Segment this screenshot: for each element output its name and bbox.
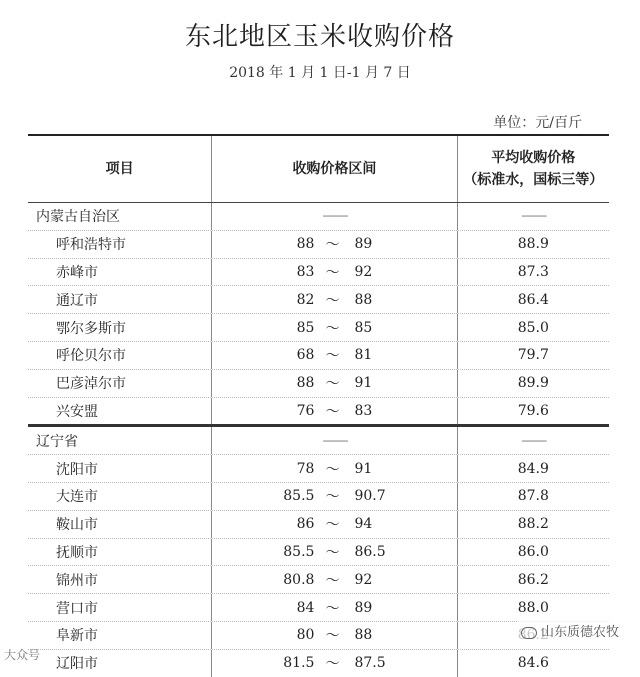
price-high: 81 — [354, 347, 373, 364]
average-price-cell: 88.9 — [517, 236, 549, 253]
price-range-cell — [211, 342, 457, 369]
price-high: 85 — [354, 319, 373, 336]
table-row — [28, 649, 609, 677]
price-range-cell — [211, 566, 457, 593]
table-header — [28, 136, 609, 203]
price-range-cell — [211, 455, 457, 482]
price-range-cell — [211, 286, 457, 313]
price-range-cell — [211, 427, 457, 454]
range-separator: ～ — [325, 348, 340, 365]
average-price-cell: 87.8 — [517, 488, 549, 505]
average-price-cell: 86.4 — [517, 291, 549, 308]
row-name: 呼和浩特市 — [56, 237, 126, 254]
row-name: 辽阳市 — [56, 656, 98, 673]
average-price-cell: 88.2 — [517, 516, 549, 533]
table-row — [28, 538, 609, 566]
price-low: 78 — [296, 460, 315, 477]
average-price-cell: 79.6 — [517, 402, 549, 419]
price-low: 76 — [296, 402, 315, 419]
price-low: 85 — [296, 319, 315, 336]
price-range-cell — [211, 203, 457, 230]
row-name: 通辽市 — [56, 292, 98, 309]
table-row — [28, 397, 609, 425]
price-range-cell — [211, 259, 457, 286]
range-separator: ～ — [325, 517, 340, 534]
header-average-price: 平均收购价格 （标准水，国标三等） — [463, 150, 604, 188]
row-name: 兴安盟 — [56, 403, 98, 420]
row-name: 沈阳市 — [56, 461, 98, 478]
region-row — [28, 424, 609, 454]
range-separator: ～ — [325, 292, 340, 309]
document-title: 东北地区玉米收购价格 — [184, 22, 455, 52]
table-row — [28, 593, 609, 621]
price-range-cell — [211, 231, 457, 258]
range-separator: ～ — [325, 544, 340, 561]
row-name: 内蒙古自治区 — [36, 209, 120, 226]
price-high: 88 — [354, 627, 373, 644]
row-name: 呼伦贝尔市 — [56, 348, 126, 365]
average-price-cell: 79.7 — [517, 347, 549, 364]
avg-placeholder: —— — [521, 208, 546, 225]
avg-placeholder: —— — [521, 432, 546, 449]
price-high: 90.7 — [354, 488, 386, 505]
range-separator: ～ — [325, 237, 340, 254]
row-name: 鞍山市 — [56, 517, 98, 534]
price-high: 83 — [354, 402, 373, 419]
table-body — [28, 203, 609, 677]
price-range-cell — [211, 483, 457, 510]
row-name: 阜新市 — [56, 628, 98, 645]
price-range-cell — [211, 622, 457, 649]
price-high: 91 — [354, 375, 373, 392]
table-row — [28, 258, 609, 286]
watermark — [518, 620, 622, 641]
row-name: 辽宁省 — [36, 433, 78, 450]
table-row — [28, 230, 609, 258]
price-low: 85.5 — [283, 543, 315, 560]
price-low: 88 — [296, 236, 315, 253]
price-low: 80.8 — [283, 571, 315, 588]
price-high: 89 — [354, 599, 373, 616]
table-row — [28, 510, 609, 538]
table-row — [28, 341, 609, 369]
price-high: 94 — [354, 516, 373, 533]
price-low: 68 — [296, 347, 315, 364]
price-high: 92 — [354, 571, 373, 588]
header-item: 项目 — [105, 161, 134, 177]
price-high: 91 — [354, 460, 373, 477]
watermark-text: 山东质德农牧 — [540, 625, 619, 640]
range-placeholder: —— — [322, 432, 347, 449]
price-low: 88 — [296, 375, 315, 392]
range-separator: ～ — [325, 376, 340, 393]
price-high: 89 — [354, 236, 373, 253]
price-table — [28, 134, 609, 677]
price-low: 82 — [296, 291, 315, 308]
range-separator: ～ — [325, 489, 340, 506]
average-price-cell: 87.3 — [517, 263, 549, 280]
corner-logo: 大众号 — [4, 648, 41, 662]
date-range: 2018 年 1 月 1 日-1 月 7 日 — [229, 65, 411, 81]
range-separator: ～ — [325, 600, 340, 617]
row-name: 锦州市 — [56, 572, 98, 589]
row-name: 巴彦淖尔市 — [56, 376, 126, 393]
unit-label: 单位：元/百斤 — [493, 115, 582, 131]
row-name: 抚顺市 — [56, 544, 98, 561]
range-separator: ～ — [325, 264, 340, 281]
table-row — [28, 285, 609, 313]
price-range-cell — [211, 314, 457, 341]
range-placeholder: —— — [322, 208, 347, 225]
row-name: 赤峰市 — [56, 264, 98, 281]
price-low: 84 — [296, 599, 315, 616]
price-range-cell — [211, 398, 457, 425]
price-high: 92 — [354, 263, 373, 280]
price-range-cell — [211, 511, 457, 538]
price-range-cell — [211, 370, 457, 397]
average-price-cell: 86.0 — [517, 543, 549, 560]
average-price-cell: 84.6 — [517, 655, 549, 672]
range-separator: ～ — [325, 403, 340, 420]
price-high: 88 — [354, 291, 373, 308]
average-price-cell — [458, 427, 609, 454]
row-name: 鄂尔多斯市 — [56, 320, 126, 337]
price-high: 87.5 — [354, 655, 386, 672]
table-row — [28, 369, 609, 397]
price-range-cell — [211, 539, 457, 566]
table-row — [28, 454, 609, 482]
price-range-cell — [211, 594, 457, 621]
range-separator: ～ — [325, 656, 340, 673]
average-price-cell: 85.0 — [517, 319, 549, 336]
row-name: 大连市 — [56, 489, 98, 506]
header-price-range: 收购价格区间 — [211, 136, 457, 202]
average-price-cell: 84.9 — [517, 460, 549, 477]
price-low: 86 — [296, 516, 315, 533]
price-low: 85.5 — [283, 488, 315, 505]
table-row — [28, 565, 609, 593]
average-price-cell: 88.0 — [517, 599, 549, 616]
row-name: 营口市 — [56, 600, 98, 617]
table-row — [28, 482, 609, 510]
range-separator: ～ — [325, 320, 340, 337]
region-row — [28, 203, 609, 230]
price-low: 81.5 — [283, 655, 315, 672]
price-low: 83 — [296, 263, 315, 280]
table-row — [28, 313, 609, 341]
price-range-cell — [211, 650, 457, 677]
range-separator: ～ — [325, 572, 340, 589]
average-price-cell — [458, 203, 609, 230]
range-separator: ～ — [325, 628, 340, 645]
wechat-icon — [521, 627, 537, 639]
range-separator: ～ — [325, 461, 340, 478]
average-price-cell: 89.9 — [517, 375, 549, 392]
average-price-cell: 86.2 — [517, 571, 549, 588]
price-low: 80 — [296, 627, 315, 644]
price-high: 86.5 — [354, 543, 386, 560]
